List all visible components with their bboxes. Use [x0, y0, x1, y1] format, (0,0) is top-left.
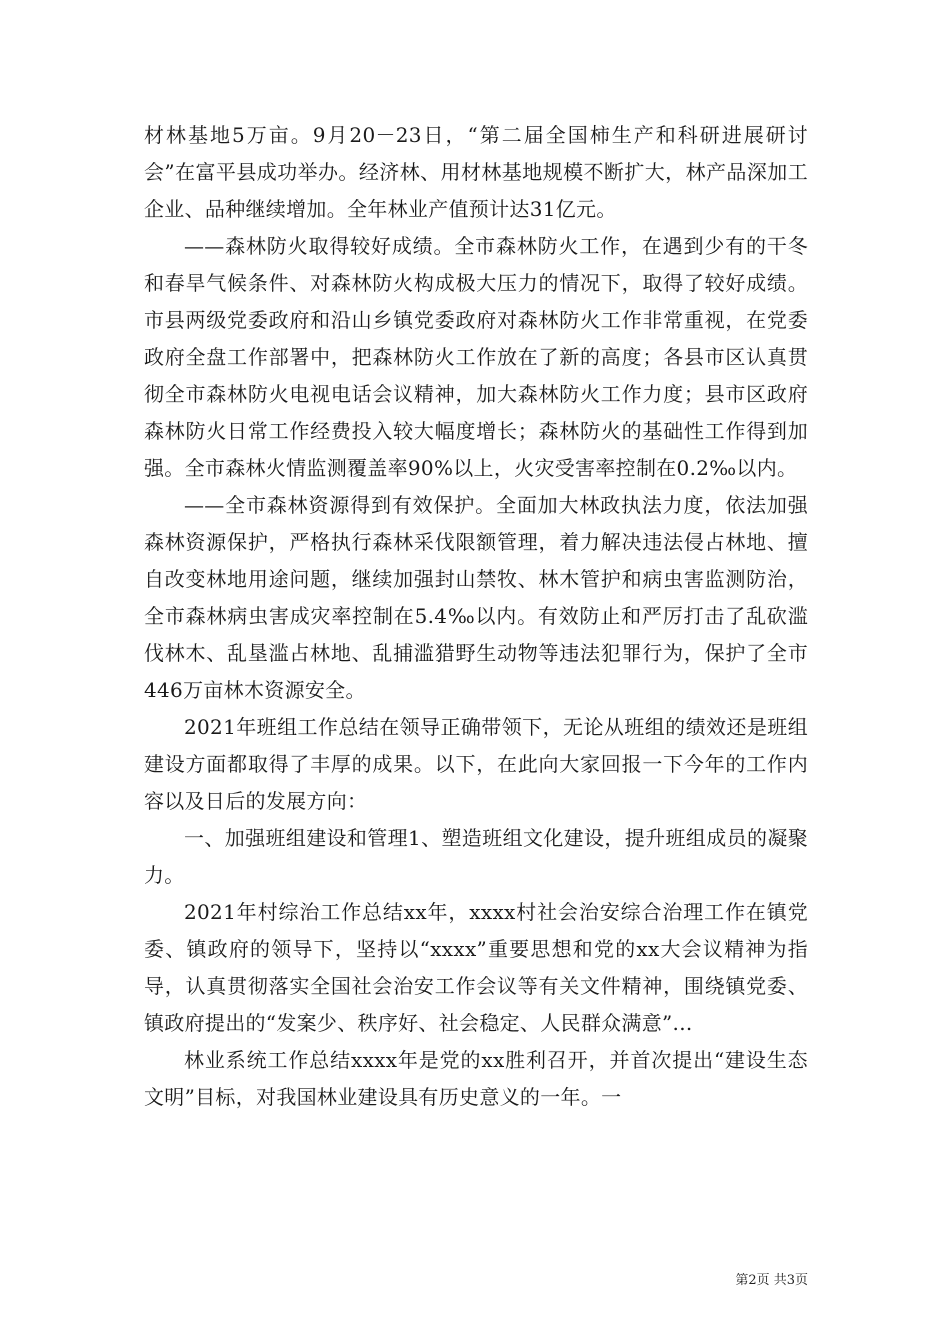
- paragraph-1: 材林基地5万亩。9月20－23日，“第二届全国柿生产和科研进展研讨会”在富平县成功举办。经济林、用材林基地规模不断扩大，林产品深加工企业、品种继续增加。全年林业产值预计达31亿元。: [144, 123, 808, 221]
- document-body: [144, 117, 808, 1116]
- paragraph-forest-protection: ——全市森林资源得到有效保护。全面加大林政执法力度，依法加强森林资源保护，严格执行森林采伐限额管理，着力解决违法侵占林地、擅自改变林地用途问题，继续加强封山禁牧、林木管护和病虫害监测防治，全市森林病虫害成灾率控制在5.4‰以内。有效防止和严厉打击了乱砍滥伐林木、乱垦滥占林地、乱捕滥猎野生动物等违法犯罪行为，保护了全市446万亩林木资源安全。: [144, 493, 808, 702]
- paragraph-team-building: 一、加强班组建设和管理1、塑造班组文化建设，提升班组成员的凝聚力。: [144, 826, 808, 887]
- page-number: 第2页 共3页: [735, 1273, 808, 1288]
- paragraph-fire-prevention: ——森林防火取得较好成绩。全市森林防火工作，在遇到少有的干冬和春旱气候条件、对森林防火构成极大压力的情况下，取得了较好成绩。市县两级党委政府和沿山乡镇党委政府对森林防火工作非常重视，在党委政府全盘工作部署中，把森林防火工作放在了新的高度；各县市区认真贯彻全市森林防火电视电话会议精神，加大森林防火工作力度；县市区政府森林防火日常工作经费投入较大幅度增长；森林防火的基础性工作得到加强。全市森林火情监测覆盖率90%以上，火灾受害率控制在0.2‰以内。: [144, 234, 808, 480]
- paragraph-forestry-summary: 林业系统工作总结xxxx年是党的xx胜利召开，并首次提出“建设生态文明”目标，对我国林业建设具有历史意义的一年。一: [144, 1048, 808, 1109]
- paragraph-village-summary: 2021年村综治工作总结xx年，xxxx村社会治安综合治理工作在镇党委、镇政府的领导下，坚持以“xxxx”重要思想和党的xx大会议精神为指导，认真贯彻落实全国社会治安工作会议等有关文件精神，围绕镇党委、镇政府提出的“发案少、秩序好、社会稳定、人民群众满意”...: [144, 900, 808, 1035]
- paragraph-team-summary: 2021年班组工作总结在领导正确带领下，无论从班组的绩效还是班组建设方面都取得了丰厚的成果。以下，在此向大家回报一下今年的工作内容以及日后的发展方向：: [144, 715, 808, 813]
